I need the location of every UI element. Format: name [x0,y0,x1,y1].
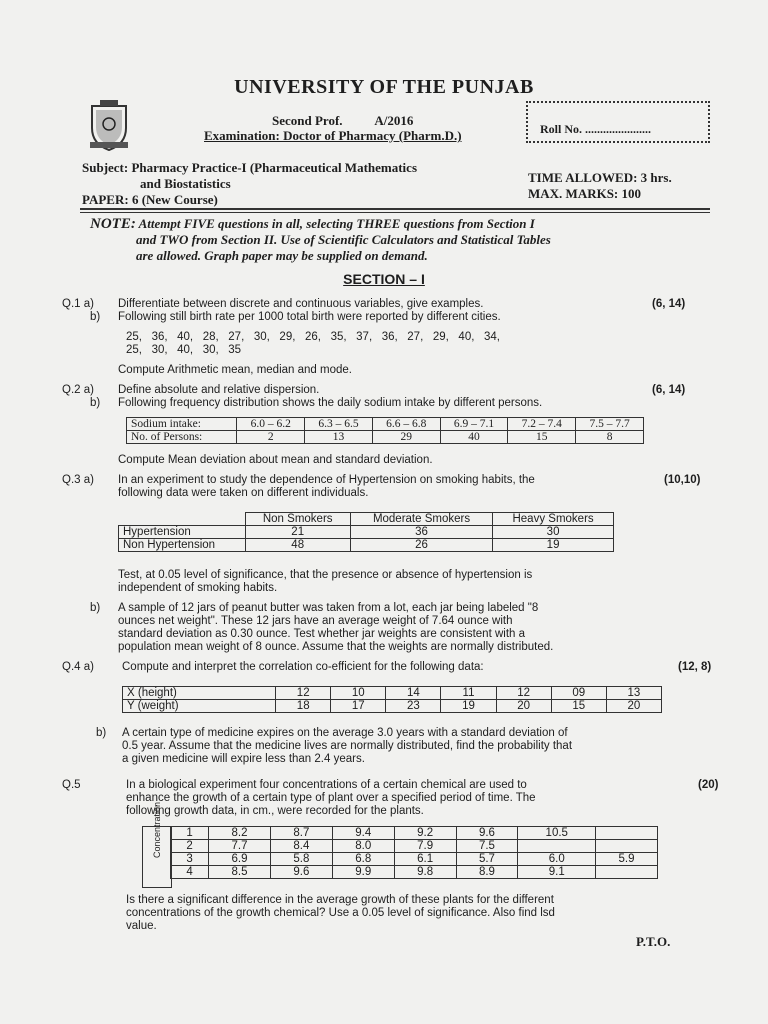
table-cell: 9.8 [394,866,456,879]
hypertension-table [118,512,614,552]
table-cell [119,513,246,526]
table-cell: 8 [576,431,644,444]
q2-b-label: b) [90,397,101,409]
table-cell: 36 [350,526,492,539]
q2-compute: Compute Mean deviation about mean and standard deviation. [118,454,433,466]
q5-line3: following growth data, in cm., were recorded for the plants. [126,805,424,817]
q3-test-line1: Test, at 0.05 level of significance, that the presence or absence of hypertension is [118,569,533,581]
table-cell [596,827,658,840]
table-row [127,431,644,444]
table-cell: 7.2 – 7.4 [508,418,576,431]
q5-number: Q.5 [62,779,81,791]
q4-part-b-line3: a given medicine will expire less than 2.4 years. [122,753,365,765]
table-cell: 8.0 [332,840,394,853]
table-cell: 6.0 [518,853,596,866]
table-cell [596,840,658,853]
table-cell: 12 [496,687,551,700]
q5-line2: enhance the growth of a certain type of plant over a specified period of time. The [126,792,536,804]
q2-marks: (6, 14) [652,384,686,396]
table-cell: 5.7 [456,853,518,866]
q3-b-label: b) [90,602,101,614]
q3-part-a-line1: In an experiment to study the dependence of Hypertension on smoking habits, the [118,474,535,486]
university-title: UNIVERSITY OF THE PUNJAB [234,76,534,98]
max-marks: MAX. MARKS: 100 [528,186,642,201]
table-cell: 3 [171,853,209,866]
table-cell: Sodium intake: [127,418,237,431]
table-cell: 6.6 – 6.8 [372,418,440,431]
table-row [171,866,658,879]
table-cell: 5.8 [270,853,332,866]
table-row [119,513,614,526]
q5-end-line1: Is there a significant difference in the average growth of these plants for the different [126,894,554,906]
q5-marks: (20) [698,779,719,791]
q4-part-b-line2: 0.5 year. Assume that the medicine lives are normally distributed, find the probability that [122,740,573,752]
table-cell: Hypertension [119,526,246,539]
table-cell: 15 [551,700,606,713]
header-divider-thin [80,212,710,213]
subject-line2: and Biostatistics [140,176,231,191]
table-cell: 7.9 [394,840,456,853]
header-divider [80,208,710,210]
table-cell: Non Hypertension [119,539,246,552]
table-cell: 19 [441,700,496,713]
q1-number: Q.1 a) [62,298,94,310]
table-row [119,539,614,552]
note-line1: Attempt FIVE questions in all, selecting THREE questions from Section I [135,216,535,231]
q3-part-b-line4: population mean weight of 8 ounce. Assume that the weights are normally distributed. [118,641,554,653]
q4-b-label: b) [96,727,107,739]
q2-number: Q.2 a) [62,384,94,396]
table-row [171,853,658,866]
q4-marks: (12, 8) [678,661,712,673]
q3-test-line2: independent of smoking habits. [118,582,278,594]
time-allowed: TIME ALLOWED: 3 hrs. [528,170,672,185]
table-row [123,687,662,700]
table-cell: 9.6 [270,866,332,879]
table-cell: 6.3 – 6.5 [305,418,373,431]
time-marks-block [528,170,672,202]
q3-part-b-line3: standard deviation as 0.30 ounce. Test whether jar weights are consistent with a [118,628,525,640]
q4-part-b-line1: A certain type of medicine expires on the average 3.0 years with a standard deviation of [122,727,568,739]
q3-marks: (10,10) [664,474,701,486]
table-cell: 15 [508,431,576,444]
table-cell: Y (weight) [123,700,276,713]
q5-line1: In a biological experiment four concentrations of a certain chemical are used to [126,779,527,791]
subject-block [82,160,417,208]
table-row [123,700,662,713]
table-cell: 8.9 [456,866,518,879]
table-cell: 14 [386,687,441,700]
table-cell: 8.7 [270,827,332,840]
table-row [119,526,614,539]
table-cell [518,840,596,853]
q3-part-b-line1: A sample of 12 jars of peanut butter was taken from a lot, each jar being labeled "8 [118,602,539,614]
note-label: NOTE: [90,216,136,232]
q1-part-a: Differentiate between discrete and continuous variables, give examples. [118,298,484,310]
table-cell: 17 [331,700,386,713]
table-cell [596,866,658,879]
table-cell: 2 [237,431,305,444]
q4-number: Q.4 a) [62,661,94,673]
table-cell: 21 [245,526,350,539]
table-cell: X (height) [123,687,276,700]
table-cell: 7.5 [456,840,518,853]
note-line2: and TWO from Section II. Use of Scientific Calculators and Statistical Tables [136,232,551,247]
growth-data-table [170,826,658,879]
table-cell: 13 [606,687,661,700]
table-header: Non Smokers [245,513,350,526]
roll-number-label: Roll No. ...................... [540,122,651,136]
table-cell: 18 [276,700,331,713]
exam-title: Examination: Doctor of Pharmacy (Pharm.D.) [204,128,462,143]
q5-end-line3: value. [126,920,157,932]
table-cell: 6.9 [209,853,271,866]
table-cell: 19 [493,539,614,552]
q1-marks: (6, 14) [652,298,686,310]
q3-number: Q.3 a) [62,474,94,486]
table-cell: 6.9 – 7.1 [440,418,508,431]
table-cell: 6.1 [394,853,456,866]
q1-compute: Compute Arithmetic mean, median and mode. [118,364,352,376]
q1-data-line2: 25, 30, 40, 30, 35 [126,344,242,356]
q1-b-label: b) [90,311,101,323]
sodium-intake-table [126,417,644,444]
table-cell: 1 [171,827,209,840]
table-cell: 13 [305,431,373,444]
table-cell: 6.0 – 6.2 [237,418,305,431]
page-turn-over: P.T.O. [636,934,671,949]
table-cell: 7.5 – 7.7 [576,418,644,431]
q1-part-b: Following still birth rate per 1000 total birth were reported by different cities. [118,311,501,323]
table-cell: 9.9 [332,866,394,879]
table-cell: 9.2 [394,827,456,840]
table-row [127,418,644,431]
table-cell: 4 [171,866,209,879]
table-cell: 11 [441,687,496,700]
table-cell: 5.9 [596,853,658,866]
instructions-note [90,216,710,264]
q3-part-b-line2: ounces net weight". These 12 jars have an average weight of 7.64 ounce with [118,615,513,627]
table-cell: 6.8 [332,853,394,866]
table-cell: 29 [372,431,440,444]
table-cell: 2 [171,840,209,853]
university-crest-icon [86,98,132,152]
section-heading: SECTION – I [343,271,425,287]
q2-part-b: Following frequency distribution shows the daily sodium intake by different persons. [118,397,543,409]
subject-line1: Subject: Pharmacy Practice-I (Pharmaceutical Mathematics [82,160,417,175]
table-cell: 10.5 [518,827,596,840]
q2-part-a: Define absolute and relative dispersion. [118,384,320,396]
table-cell: 48 [245,539,350,552]
q4-part-a: Compute and interpret the correlation co-efficient for the following data: [122,661,484,673]
table-cell: 9.6 [456,827,518,840]
table-cell: 23 [386,700,441,713]
q5-end-line2: concentrations of the growth chemical? Use a 0.05 level of significance. Also find lsd [126,907,555,919]
table-cell: 9.4 [332,827,394,840]
paper-line: PAPER: 6 (New Course) [82,192,218,207]
height-weight-table [122,686,662,713]
table-cell: No. of Persons: [127,431,237,444]
table-cell: 7.7 [209,840,271,853]
table-cell: 9.1 [518,866,596,879]
exam-year-line: Second Prof. A/2016 [272,113,414,128]
table-cell: 10 [331,687,386,700]
table-cell: 8.5 [209,866,271,879]
table-header: Heavy Smokers [493,513,614,526]
table-cell: 40 [440,431,508,444]
table-header: Moderate Smokers [350,513,492,526]
table-cell: 8.2 [209,827,271,840]
note-line3: are allowed. Graph paper may be supplied on demand. [136,248,428,263]
q1-data-line1: 25, 36, 40, 28, 27, 30, 29, 26, 35, 37, 36, 27, 29, 40, 34, [126,331,500,343]
table-cell: 09 [551,687,606,700]
q3-part-a-line2: following data were taken on different individuals. [118,487,369,499]
table-cell: 26 [350,539,492,552]
table-cell: 12 [276,687,331,700]
concentration-label: Concentration [152,801,162,858]
table-cell: 20 [606,700,661,713]
table-cell: 30 [493,526,614,539]
table-cell: 8.4 [270,840,332,853]
table-cell: 20 [496,700,551,713]
table-row [171,840,658,853]
table-row [171,827,658,840]
